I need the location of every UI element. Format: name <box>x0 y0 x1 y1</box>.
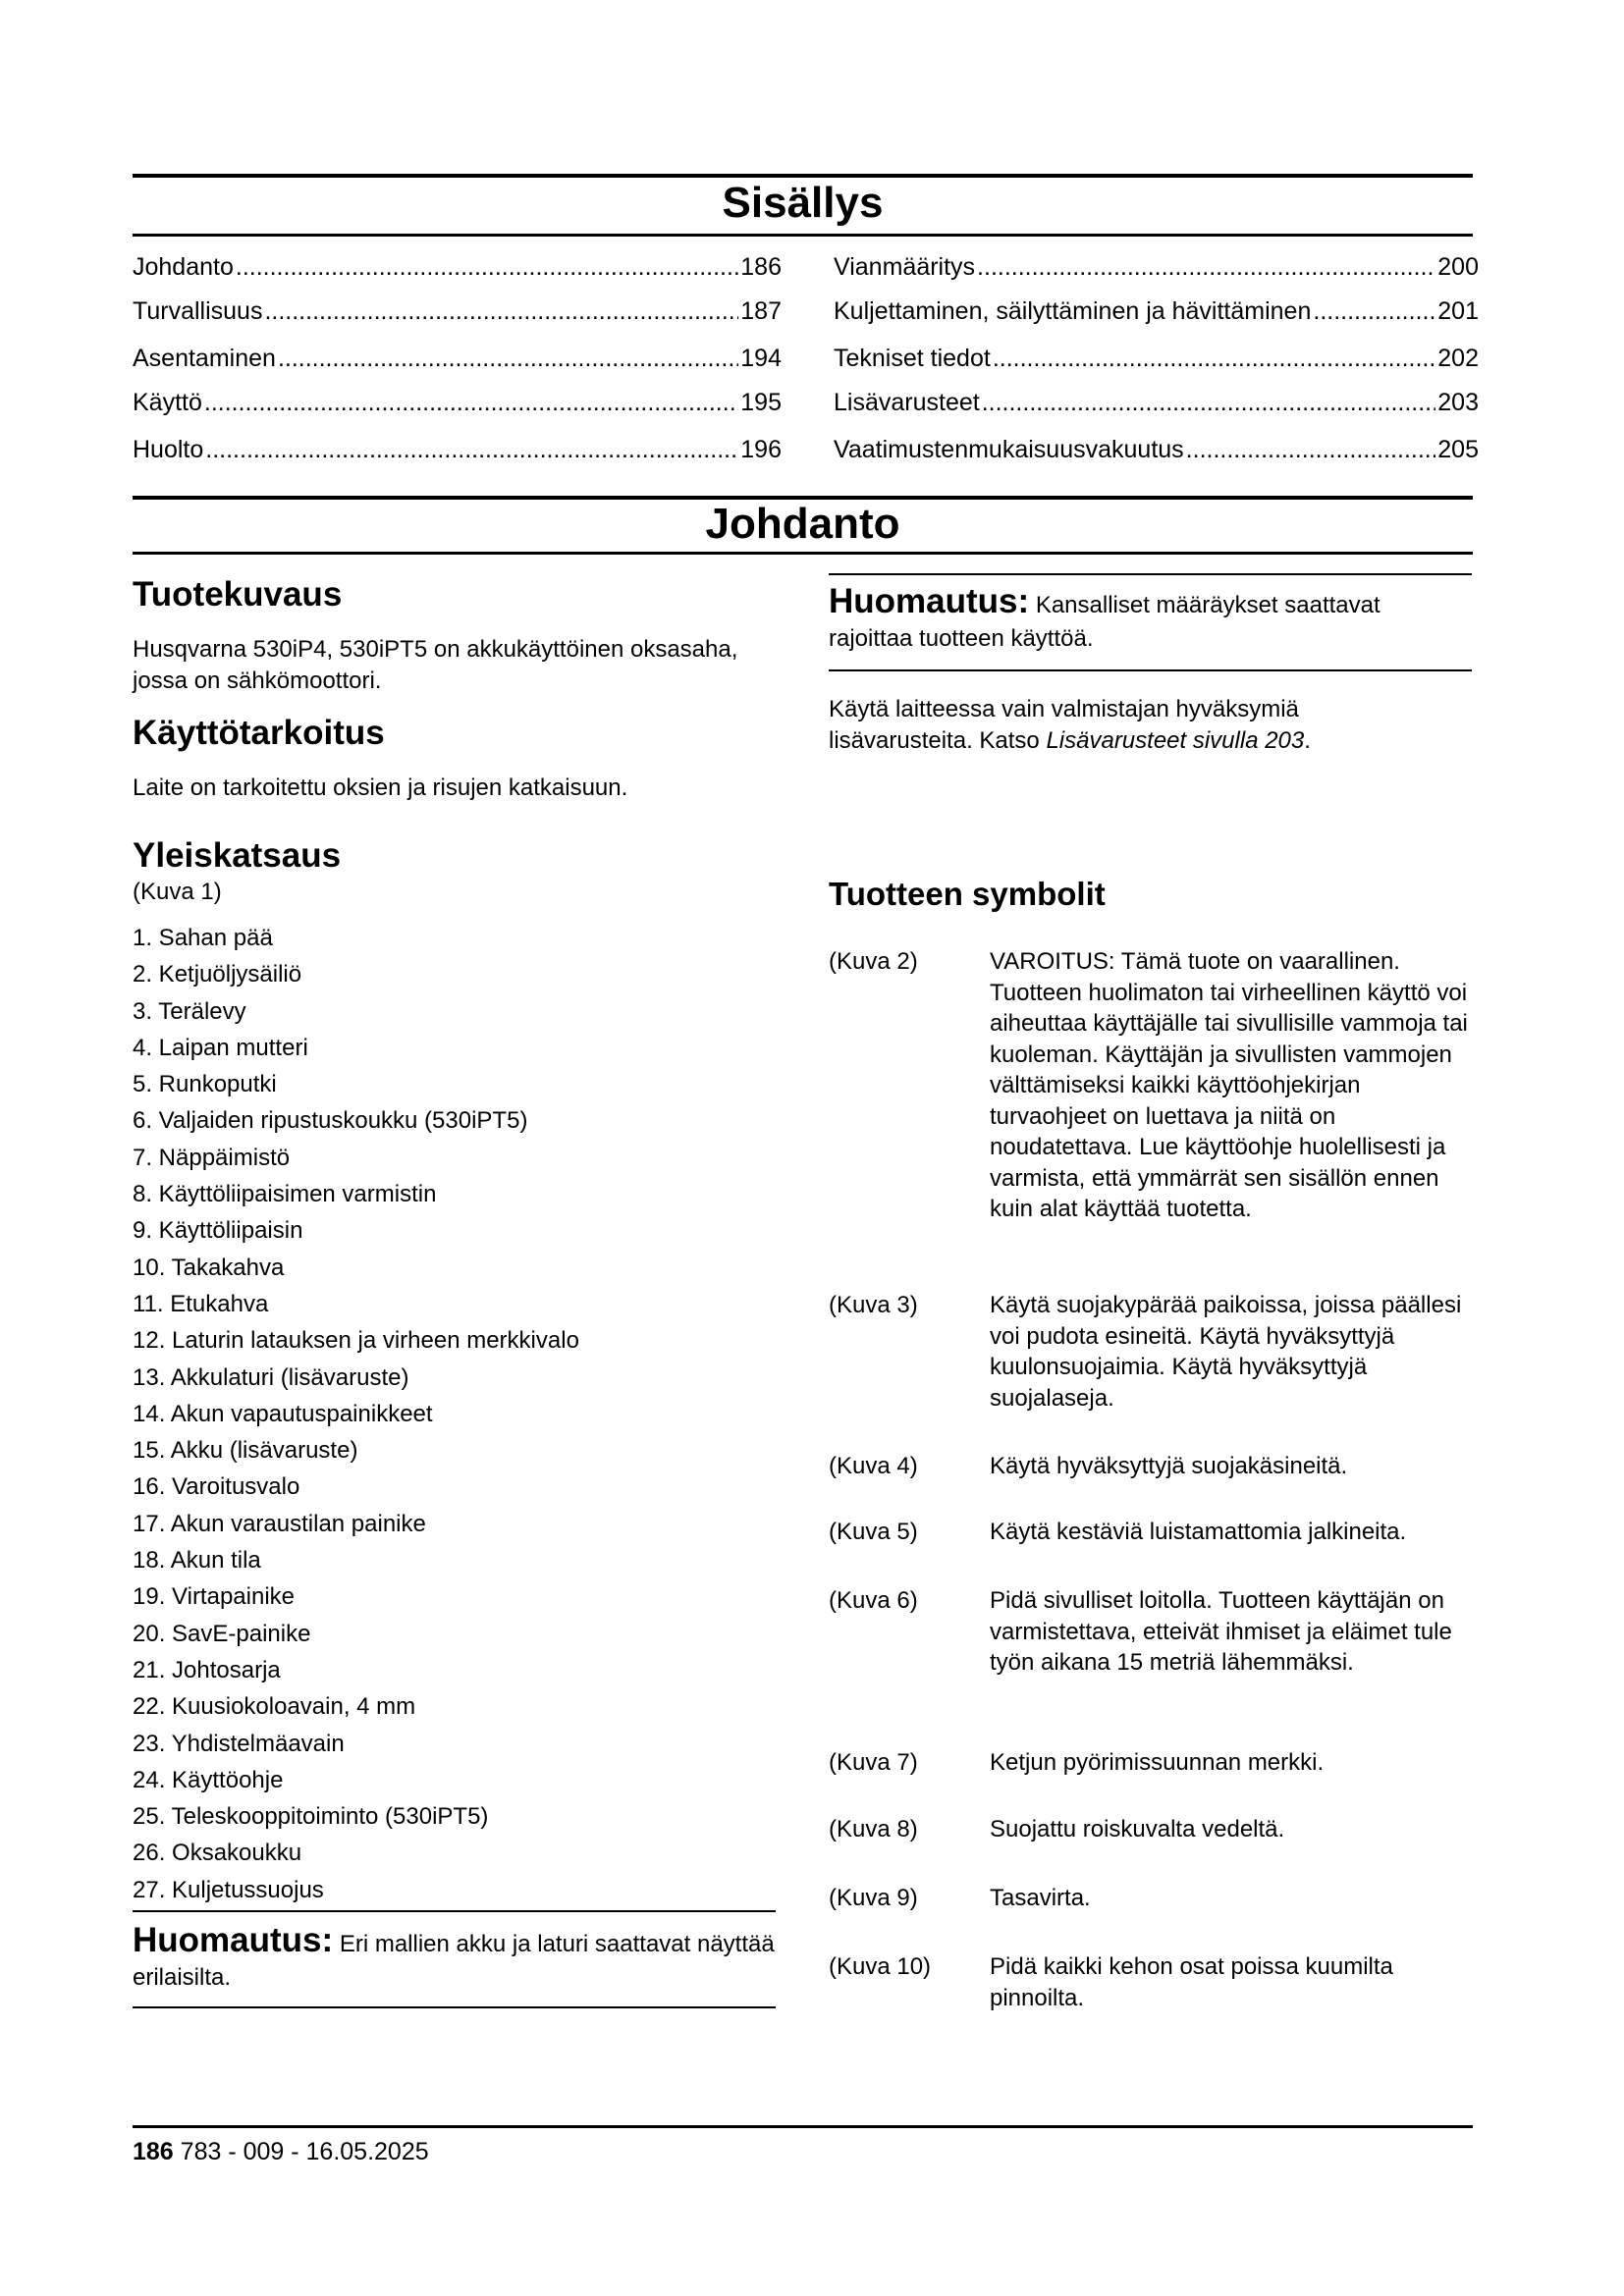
list-item: 4. Laipan mutteri <box>133 1034 308 1061</box>
toc-entry-page: 200 <box>1437 253 1479 281</box>
toc-entry-label: Johdanto <box>133 253 234 281</box>
toc-entry-asentaminen[interactable] <box>133 344 782 373</box>
toc-entry-page: 195 <box>740 389 782 416</box>
intended-use-heading: Käyttötarkoitus <box>133 714 385 752</box>
list-item: 12. Laturin latauksen ja virheen merkkivalo <box>133 1327 579 1355</box>
toc-entry-label: Asentaminen <box>133 345 276 372</box>
symbol-figure-ref: (Kuva 3) <box>829 1292 918 1318</box>
section-title: Johdanto <box>705 500 900 548</box>
note-heading: Huomautus: <box>829 582 1030 620</box>
product-description-heading: Tuotekuvaus <box>133 575 343 614</box>
note-heading: Huomautus: <box>133 1921 334 1959</box>
list-item: 13. Akkulaturi (lisävaruste) <box>133 1363 409 1391</box>
toc-entry-page: 196 <box>740 436 782 463</box>
toc-entry-kaytto[interactable] <box>133 388 782 417</box>
toc-entry-label: Vianmääritys <box>834 253 976 281</box>
list-item: 10. Takakahva <box>133 1254 285 1281</box>
list-item: 19. Virtapainike <box>133 1583 295 1611</box>
toc-title-rule <box>133 234 1473 237</box>
symbol-description: VAROITUS: Tämä tuote on vaarallinen. Tuotteen huolimaton tai virheellinen käyttö voi aiheuttaa käyttäjälle tai sivullisille vammoja tai kuoleman. Käyttäjän ja sivullisten vammojen välttämiseksi kaikki käyttöohjekirjan turvaohjeet on luettava ja niitä on noudatettava. Lue käyttöohje huolellisesti ja varmista, että ymmärrät sen sisällön ennen kuin alat käyttää tuotetta. <box>990 948 1468 1222</box>
list-item: 26. Oksakoukku <box>133 1840 302 1867</box>
toc-entry-label: Kuljettaminen, säilyttäminen ja hävittäminen <box>834 297 1312 325</box>
note-text: Kansalliset määräykset saattavat rajoittaa tuotteen käyttöä. <box>829 592 1380 652</box>
accessory-text: Käytä laitteessa vain valmistajan hyväksymiä lisävarusteita. Katso <box>829 696 1299 754</box>
accessory-page-link[interactable]: Lisävarusteet sivulla 203 <box>1046 727 1305 754</box>
symbol-description: Käytä kestäviä luistamattomia jalkineita. <box>990 1519 1407 1545</box>
overview-parts-list <box>133 920 579 1908</box>
toc-entry-page: 203 <box>1437 389 1479 416</box>
intended-use-text: Laite on tarkoitettu oksien ja risujen katkaisuun. <box>133 774 628 801</box>
list-item: 24. Käyttöohje <box>133 1766 284 1793</box>
list-item: 7. Näppäimistö <box>133 1144 291 1171</box>
list-item: 11. Etukahva <box>133 1290 269 1317</box>
symbol-description: Pidä sivulliset loitolla. Tuotteen käyttäjän on varmistettava, etteivät ihmiset ja eläimet tule työn aikana 15 metriä lähemmäksi. <box>990 1587 1452 1676</box>
toc-entry-kuljettaminen[interactable] <box>834 296 1479 326</box>
toc-entry-label: Tekniset tiedot <box>834 345 991 372</box>
toc-entry-huolto[interactable] <box>133 435 782 464</box>
toc-entry-page: 186 <box>740 253 782 281</box>
list-item: 23. Yhdistelmäavain <box>133 1730 345 1757</box>
footer-doc-info: 783 - 009 - 16.05.2025 <box>173 2138 429 2165</box>
symbol-figure-ref: (Kuva 7) <box>829 1749 918 1776</box>
symbol-figure-ref: (Kuva 2) <box>829 948 918 975</box>
product-description-text: Husqvarna 530iP4, 530iPT5 on akkukäyttöinen oksasaha, jossa on sähkömoottori. <box>133 636 738 694</box>
list-item: 15. Akku (lisävaruste) <box>133 1437 358 1465</box>
list-item: 2. Ketjuöljysäiliö <box>133 961 302 988</box>
symbol-description: Ketjun pyörimissuunnan merkki. <box>990 1749 1325 1776</box>
list-item: 9. Käyttöliipaisin <box>133 1217 303 1245</box>
list-item: 17. Akun varaustilan painike <box>133 1510 426 1537</box>
overview-figure-ref: (Kuva 1) <box>133 879 222 905</box>
symbol-figure-ref: (Kuva 8) <box>829 1816 918 1842</box>
list-item: 14. Akun vapautuspainikkeet <box>133 1400 433 1427</box>
toc-entry-page: 194 <box>740 345 782 372</box>
toc-entry-tekniset-tiedot[interactable] <box>834 344 1479 373</box>
accessory-period: . <box>1304 727 1311 754</box>
accessory-paragraph <box>829 694 1379 757</box>
list-item: 8. Käyttöliipaisimen varmistin <box>133 1181 437 1208</box>
right-note-top-rule <box>829 573 1472 575</box>
list-item: 21. Johtosarja <box>133 1656 281 1683</box>
list-item: 27. Kuljetussuojus <box>133 1876 324 1903</box>
list-item: 6. Valjaiden ripustuskoukku (530iPT5) <box>133 1107 528 1135</box>
toc-title: Sisällys <box>722 179 884 227</box>
list-item: 5. Runkoputki <box>133 1071 277 1098</box>
list-item: 22. Kuusiokoloavain, 4 mm <box>133 1693 416 1721</box>
symbol-description: Käytä suojakypärää paikoissa, joissa päällesi voi pudota esineitä. Käytä hyväksyttyjä kuulonsuojaimia. Käytä hyväksyttyjä suojalaseja. <box>990 1292 1462 1412</box>
overview-heading: Yleiskatsaus <box>133 836 342 875</box>
symbol-description: Pidä kaikki kehon osat poissa kuumilta pinnoilta. <box>990 1953 1393 2011</box>
list-item: 16. Varoitusvalo <box>133 1473 300 1501</box>
symbol-description: Suojattu roiskuvalta vedeltä. <box>990 1816 1285 1842</box>
toc-entry-vianmaaritys[interactable] <box>834 252 1479 282</box>
footer-page-number: 186 <box>133 2138 174 2165</box>
symbol-description: Käytä hyväksyttyjä suojakäsineitä. <box>990 1453 1348 1479</box>
toc-entry-label: Vaatimustenmukaisuusvakuutus <box>834 436 1184 463</box>
toc-entry-label: Turvallisuus <box>133 297 263 325</box>
footer-rule <box>133 2125 1473 2128</box>
toc-entry-label: Lisävarusteet <box>834 389 980 416</box>
list-item: 3. Terälevy <box>133 997 246 1025</box>
product-symbols-heading: Tuotteen symbolit <box>829 876 1106 912</box>
note-text: Eri mallien akku ja laturi saattavat näyttää erilaisilta. <box>133 1931 775 1991</box>
toc-entry-label: Käyttö <box>133 389 202 416</box>
symbol-figure-ref: (Kuva 5) <box>829 1519 918 1545</box>
left-note-top-rule <box>133 1910 776 1912</box>
left-note-bottom-rule <box>133 2006 776 2008</box>
toc-entry-turvallisuus[interactable] <box>133 296 782 326</box>
list-item: 25. Teleskooppitoiminto (530iPT5) <box>133 1803 489 1831</box>
symbol-description: Tasavirta. <box>990 1885 1091 1911</box>
toc-entry-page: 202 <box>1437 345 1479 372</box>
list-item: 20. SavE-painike <box>133 1620 311 1647</box>
right-note <box>829 582 1467 656</box>
toc-entry-lisavarusteet[interactable] <box>834 388 1479 417</box>
toc-entry-page: 205 <box>1437 436 1479 463</box>
list-item: 1. Sahan pää <box>133 925 273 951</box>
toc-entry-page: 201 <box>1437 297 1479 325</box>
toc-entry-vaatimustenmukaisuus[interactable] <box>834 435 1479 464</box>
footer <box>133 2138 429 2166</box>
left-note <box>133 1921 781 1995</box>
symbol-figure-ref: (Kuva 9) <box>829 1885 918 1911</box>
symbol-figure-ref: (Kuva 6) <box>829 1587 918 1614</box>
list-item: 18. Akun tila <box>133 1547 261 1575</box>
toc-entry-johdanto[interactable] <box>133 252 782 282</box>
toc-entry-page: 187 <box>740 297 782 325</box>
symbol-figure-ref: (Kuva 10) <box>829 1953 932 1980</box>
right-note-bottom-rule <box>829 669 1472 671</box>
section-title-rule <box>133 552 1473 555</box>
toc-top-rule <box>133 174 1473 178</box>
toc-entry-label: Huolto <box>133 436 204 463</box>
symbol-figure-ref: (Kuva 4) <box>829 1453 918 1479</box>
